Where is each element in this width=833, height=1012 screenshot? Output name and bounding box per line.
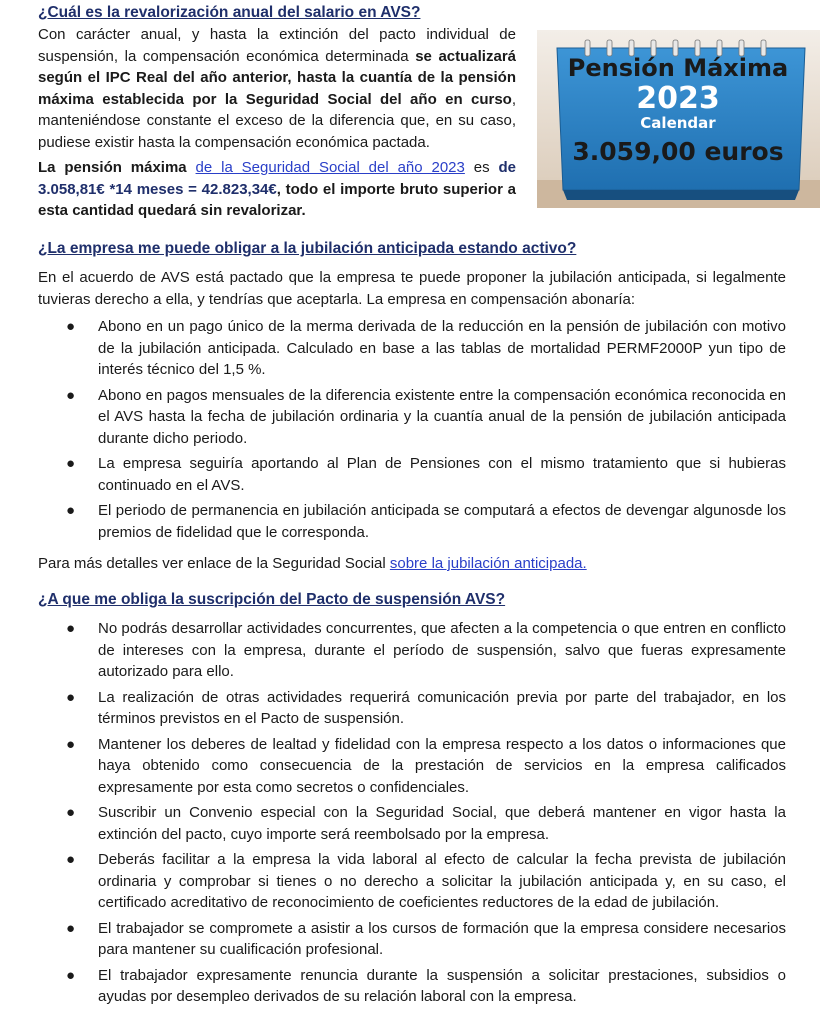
bullet-icon: ● (66, 735, 76, 753)
bullet-icon: ● (66, 688, 76, 706)
list-item (38, 734, 786, 799)
list-item (38, 918, 786, 961)
section-obligaciones-pacto (38, 591, 786, 1012)
bullet-icon: ● (66, 386, 76, 404)
list-item (38, 316, 786, 381)
list-item-text: La realización de otras actividades requerirá comunicación previa por parte del trabajador, en los términos previstos en el Pacto de suspensión. (98, 688, 786, 727)
list-item-text: Abono en pagos mensuales de la diferencia existente entre la compensación económica reconocida en el AVS hasta la fecha de jubilación ordinaria y la cuantía anual de la pensión de jubilación anticipada durante dicho periodo. (98, 386, 786, 447)
pension-maxima-end: , todo el importe bruto superior a esta cantidad quedará sin revalorizar. (38, 180, 516, 219)
pension-maxima-lead: La pensión máxima (38, 159, 187, 176)
list-item-text: Mantener los deberes de lealtad y fidelidad con la empresa respecto a los datos o informaciones que haya obtenido como consecuencia de la prestación de servicios en la empresa calificados expresamente por esta como secretos o confidenciales. (98, 735, 786, 796)
bullet-icon: ● (66, 455, 76, 472)
section-title-jubilacion: ¿La empresa me puede obligar a la jubilación anticipada estando activo? (38, 240, 577, 257)
list-item (38, 453, 786, 496)
list-item (38, 385, 786, 450)
list-item-text: El periodo de permanencia en jubilación anticipada se computará a efectos de devengar algunosde los premios de fidelidad que le corresponda. (98, 502, 786, 541)
list-item (38, 500, 786, 543)
pension-maxima-calendar-image (537, 30, 820, 208)
more-details-line (38, 553, 786, 575)
pension-es-text: es (464, 159, 499, 176)
jubilacion-intro: En el acuerdo de AVS está pactado que la empresa te puede proponer la jubilación anticipada, si legalmente tuvieras derecho a ella, y tendrías que aceptarla. La empresa en compensación abonaría: (38, 269, 786, 308)
bullet-icon: ● (66, 919, 76, 937)
bullet-icon: ● (66, 318, 76, 335)
section-jubilacion-anticipada (38, 240, 786, 581)
paragraph-text-end: , manteniéndose constante el exceso de la diferencia que, en su caso, pudiese existir hasta la compensación económica pactada. (38, 90, 516, 151)
list-item-text: El trabajador expresamente renuncia durante la suspensión a solicitar prestaciones, subsidios o ayudas por desempleo derivados de su relación laboral con la empresa. (98, 966, 786, 1005)
paragraph-text: Con carácter anual, y hasta la extinción del pacto individual de suspensión, la compensación económica determinada (38, 26, 516, 65)
section-title-obligaciones: ¿A que me obliga la suscripción del Pacto de suspensión AVS? (38, 591, 506, 608)
bullet-icon: ● (66, 502, 76, 519)
obligaciones-list (38, 618, 786, 1008)
list-item (38, 618, 786, 683)
bullet-icon: ● (66, 620, 76, 637)
calendar-year: 2023 (636, 81, 720, 116)
calendar-label: Calendar (640, 114, 716, 132)
bullet-icon: ● (66, 966, 76, 984)
list-item-text: Deberás facilitar a la empresa la vida laboral al efecto de calcular la fecha prevista de jubilación ordinaria y comprobar si tienes o no derecho a solicitar la jubilación anticipada y, en su caso, el certificado acreditativo de reconocimiento de coeficientes reductores de la edad de jubilación. (98, 851, 786, 911)
calendar-line1: Pensión Máxima (567, 54, 789, 82)
list-item (38, 802, 786, 845)
section-revalorizacion (38, 4, 516, 222)
bullet-icon: ● (66, 851, 76, 868)
list-item (38, 965, 786, 1008)
calendar-illustration (537, 30, 820, 208)
seguridad-social-2023-link[interactable]: de la Seguridad Social del año 2023 (195, 159, 465, 176)
paragraph-bold-text: se actualizará según el IPC Real del año anterior, hasta la cuantía de la pensión máxima establecida por la Seguridad Social del año en curso (38, 47, 516, 108)
list-item-text: Suscribir un Convenio especial con la Seguridad Social, que deberá mantener en vigor hasta la extinción del pacto, cuyo importe será reembolsado por la empresa. (98, 804, 786, 843)
more-details-text: Para más detalles ver enlace de la Seguridad Social (38, 555, 390, 572)
list-item-text: El trabajador se compromete a asistir a los cursos de formación que la empresa considere necesarios para mantener su cualificación profesional. (98, 919, 786, 958)
list-item (38, 687, 786, 730)
list-item-text: La empresa seguiría aportando al Plan de Pensiones con el mismo tratamiento que si hubieras continuado en el AVS. (98, 455, 786, 494)
list-item-text: Abono en un pago único de la merma derivada de la reducción en la pensión de jubilación con motivo de la jubilación anticipada. Calculado en base a las tablas de mortalidad PERMF2000P yun tipo de interés técnico del 1,5 %. (98, 318, 786, 378)
bullet-icon: ● (66, 804, 76, 821)
pension-maxima-paragraph (38, 157, 516, 222)
list-item-text: No podrás desarrollar actividades concurrentes, que afecten a la competencia o que entren en conflicto de intereses con la empresa, durante el período de suspensión, salvo que fueras expresamente autorizado para ello. (98, 620, 786, 680)
pension-amount: de 3.058,81€ *14 meses = 42.823,34€ (38, 159, 516, 198)
jubilacion-list (38, 316, 786, 543)
list-item (38, 849, 786, 914)
section-title-revalorizacion: ¿Cuál es la revalorización anual del salario en AVS? (38, 4, 421, 21)
revalorizacion-paragraph (38, 24, 516, 153)
jubilacion-anticipada-link[interactable]: sobre la jubilación anticipada. (389, 555, 587, 572)
calendar-amount: 3.059,00 euros (572, 137, 784, 166)
